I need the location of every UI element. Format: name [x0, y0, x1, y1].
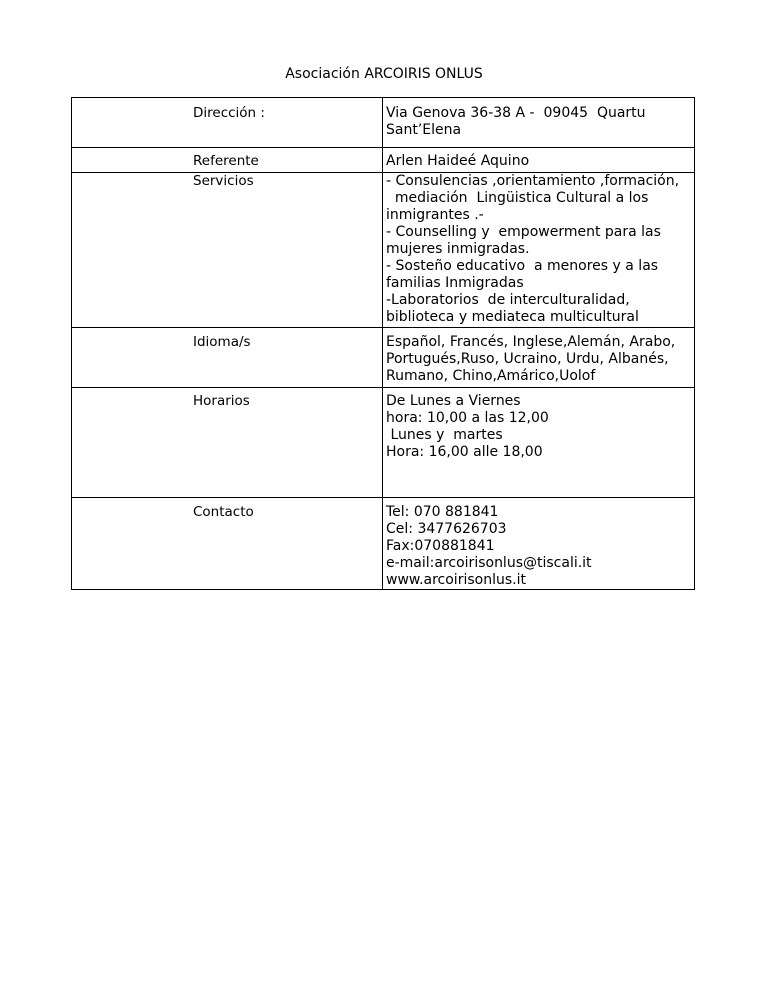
table-row-servicios: [72, 173, 695, 328]
table-row-referente: [72, 148, 695, 173]
row-value-idioma: Español, Francés, Inglese,Alemán, Arabo, Portugués,Ruso, Ucraino, Urdu, Albanés, Rumano, Chino,Amárico,Uolof: [383, 328, 695, 388]
document-title: Asociación ARCOIRIS ONLUS: [285, 66, 483, 82]
row-label-direccion: Dirección :: [72, 98, 383, 148]
row-value-horarios: De Lunes a Viernes hora: 10,00 a las 12,00 Lunes y martes Hora: 16,00 alle 18,00: [383, 388, 695, 498]
row-value-referente: Arlen Haideé Aquino: [383, 148, 695, 173]
row-label-idioma: Idioma/s: [72, 328, 383, 388]
table-row-direccion: [72, 98, 695, 148]
row-value-contacto: Tel: 070 881841 Cel: 3477626703 Fax:070881841 e-mail:arcoirisonlus@tiscali.it www.arcoirisonlus.it: [383, 498, 695, 590]
row-label-servicios: Servicios: [72, 173, 383, 328]
table-row-contacto: [72, 498, 695, 590]
row-label-referente: Referente: [72, 148, 383, 173]
table-row-idioma: [72, 328, 695, 388]
row-label-contacto: Contacto: [72, 498, 383, 590]
table-row-horarios: [72, 388, 695, 498]
row-value-direccion: Via Genova 36-38 A - 09045 Quartu Sant’Elena: [383, 98, 695, 148]
row-value-servicios: - Consulencias ,orientamiento ,formación, mediación Lingüistica Cultural a los inmigrantes .- - Counselling y empowerment para las mujeres inmigradas. - Sosteño educativo a menores y a las familias Inmigradas -Laboratorios de interculturalidad, biblioteca y mediateca multicultural: [383, 173, 695, 328]
row-label-horarios: Horarios: [72, 388, 383, 498]
info-table: [71, 97, 695, 590]
